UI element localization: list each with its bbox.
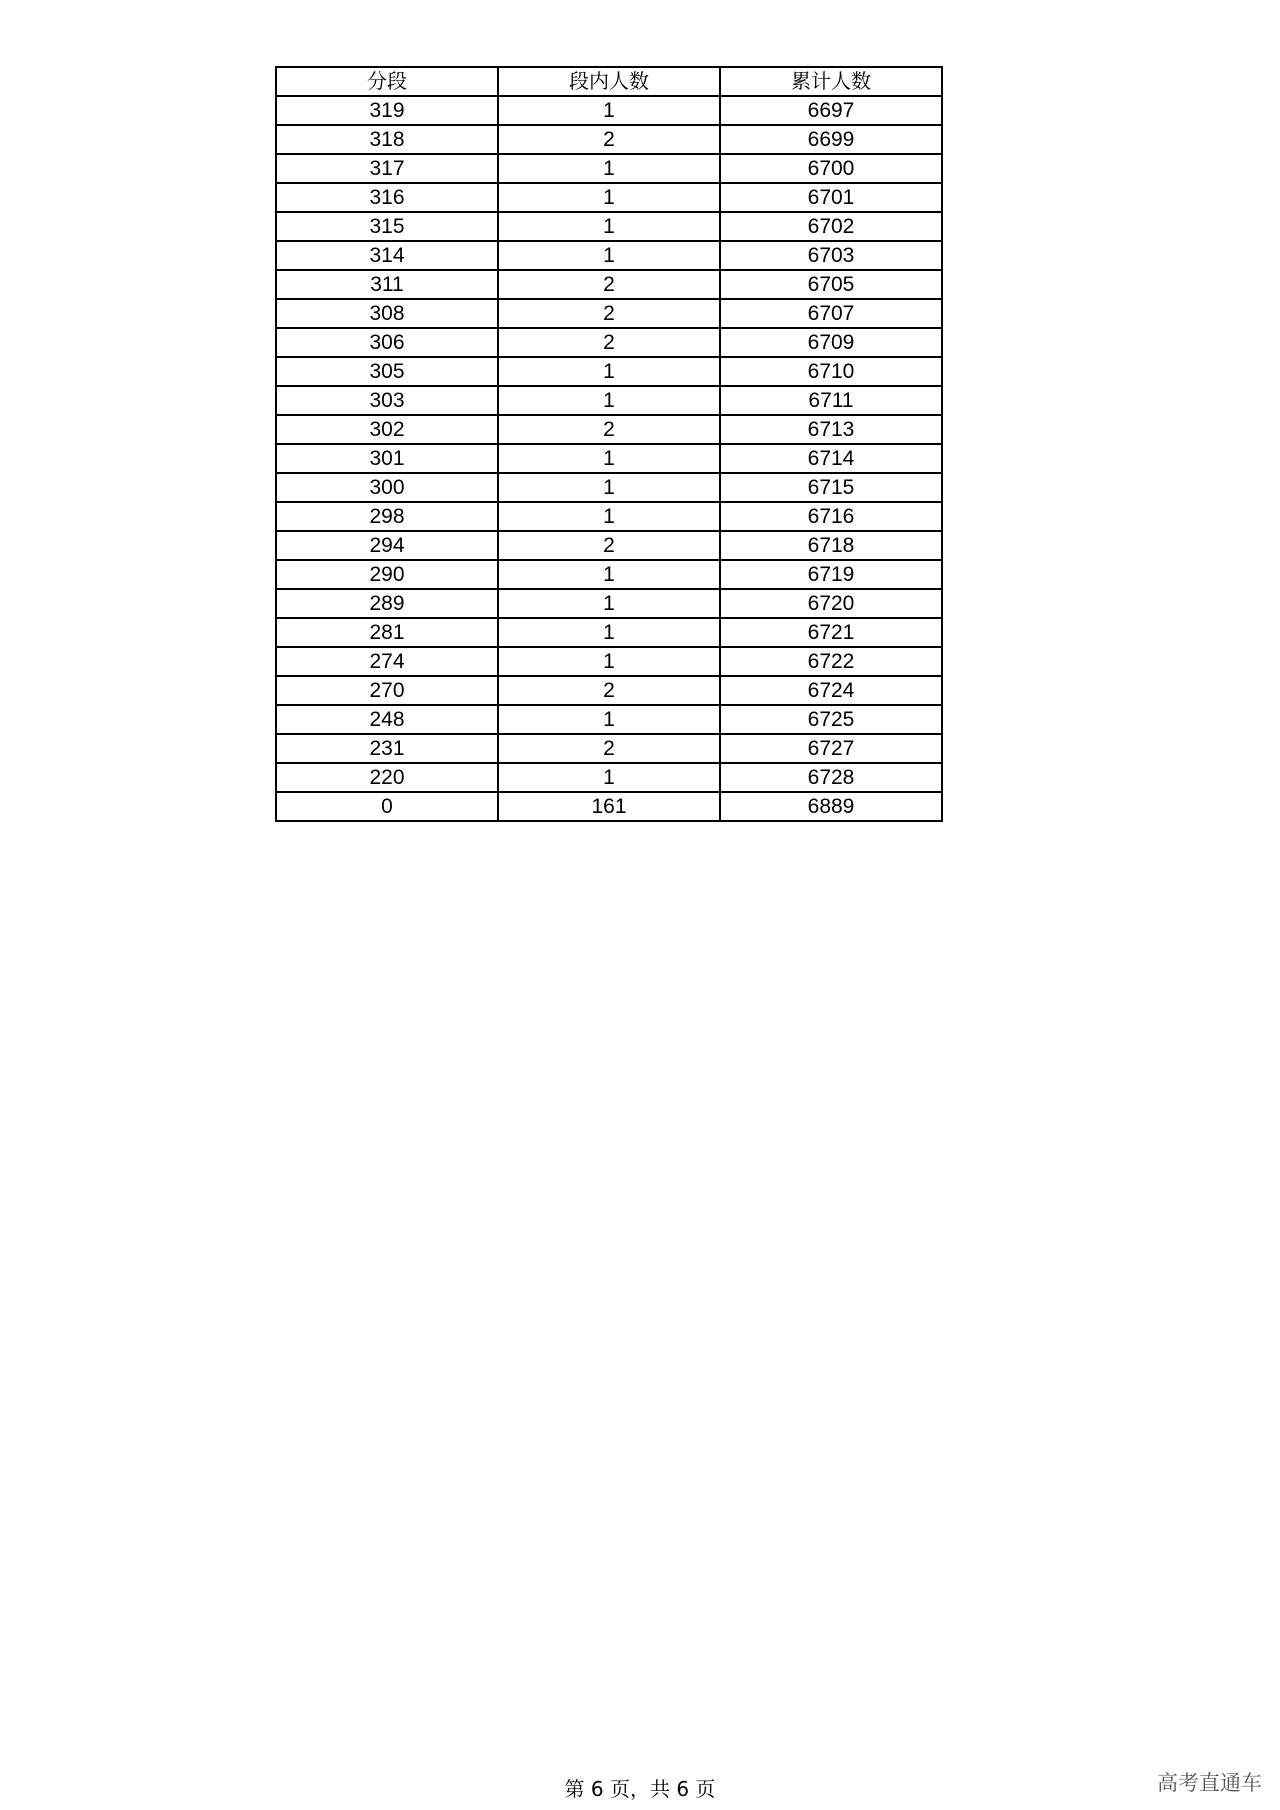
cumulative-cell: 6721 (720, 618, 942, 647)
column-header-count-in-range: 段内人数 (498, 67, 720, 96)
cumulative-cell: 6720 (720, 589, 942, 618)
count-cell: 2 (498, 299, 720, 328)
cumulative-cell: 6711 (720, 386, 942, 415)
score-cell: 311 (276, 270, 498, 299)
cumulative-cell: 6701 (720, 183, 942, 212)
table-row (276, 212, 942, 241)
score-cell: 316 (276, 183, 498, 212)
count-cell: 161 (498, 792, 720, 821)
count-cell: 1 (498, 647, 720, 676)
cumulative-cell: 6710 (720, 357, 942, 386)
cumulative-cell: 6699 (720, 125, 942, 154)
table-row (276, 502, 942, 531)
cumulative-cell: 6697 (720, 96, 942, 125)
column-header-cumulative-count: 累计人数 (720, 67, 942, 96)
cumulative-cell: 6700 (720, 154, 942, 183)
cumulative-cell: 6713 (720, 415, 942, 444)
table-row (276, 763, 942, 792)
count-cell: 1 (498, 154, 720, 183)
score-cell: 301 (276, 444, 498, 473)
cumulative-cell: 6718 (720, 531, 942, 560)
count-cell: 1 (498, 560, 720, 589)
score-cell: 248 (276, 705, 498, 734)
table-row (276, 705, 942, 734)
cumulative-cell: 6714 (720, 444, 942, 473)
count-cell: 1 (498, 763, 720, 792)
watermark: 高考直通车 (1157, 1771, 1262, 1795)
count-cell: 2 (498, 531, 720, 560)
count-cell: 2 (498, 270, 720, 299)
cumulative-cell: 6702 (720, 212, 942, 241)
table-row (276, 241, 942, 270)
count-cell: 1 (498, 212, 720, 241)
count-cell: 1 (498, 589, 720, 618)
cumulative-cell: 6716 (720, 502, 942, 531)
score-cell: 300 (276, 473, 498, 502)
header-row (276, 67, 942, 96)
table-row (276, 96, 942, 125)
table-row (276, 560, 942, 589)
count-cell: 1 (498, 502, 720, 531)
table-row (276, 183, 942, 212)
score-cell: 220 (276, 763, 498, 792)
cumulative-cell: 6705 (720, 270, 942, 299)
table-row (276, 270, 942, 299)
count-cell: 1 (498, 183, 720, 212)
count-cell: 2 (498, 328, 720, 357)
score-cell: 289 (276, 589, 498, 618)
table-row (276, 734, 942, 763)
cumulative-cell: 6722 (720, 647, 942, 676)
cumulative-cell: 6725 (720, 705, 942, 734)
count-cell: 1 (498, 241, 720, 270)
score-cell: 290 (276, 560, 498, 589)
score-cell: 231 (276, 734, 498, 763)
count-cell: 2 (498, 125, 720, 154)
score-cell: 303 (276, 386, 498, 415)
count-cell: 1 (498, 473, 720, 502)
score-table (275, 66, 943, 822)
table-row (276, 386, 942, 415)
table-row (276, 125, 942, 154)
score-cell: 306 (276, 328, 498, 357)
column-header-score-range: 分段 (276, 67, 498, 96)
count-cell: 2 (498, 734, 720, 763)
score-cell: 318 (276, 125, 498, 154)
count-cell: 1 (498, 357, 720, 386)
score-cell: 302 (276, 415, 498, 444)
count-cell: 2 (498, 676, 720, 705)
cumulative-cell: 6727 (720, 734, 942, 763)
table-row (276, 647, 942, 676)
table-row (276, 676, 942, 705)
score-cell: 270 (276, 676, 498, 705)
score-cell: 314 (276, 241, 498, 270)
cumulative-cell: 6724 (720, 676, 942, 705)
table-row (276, 618, 942, 647)
table-row (276, 589, 942, 618)
score-cell: 305 (276, 357, 498, 386)
table-row (276, 792, 942, 821)
count-cell: 1 (498, 705, 720, 734)
count-cell: 1 (498, 444, 720, 473)
cumulative-cell: 6889 (720, 792, 942, 821)
table-row (276, 328, 942, 357)
cumulative-cell: 6728 (720, 763, 942, 792)
score-cell: 319 (276, 96, 498, 125)
cumulative-cell: 6715 (720, 473, 942, 502)
table-row (276, 415, 942, 444)
count-cell: 1 (498, 96, 720, 125)
score-cell: 281 (276, 618, 498, 647)
score-cell: 274 (276, 647, 498, 676)
score-cell: 298 (276, 502, 498, 531)
page-number: 第 6 页，共 6 页 (564, 1777, 716, 1801)
table-row (276, 154, 942, 183)
count-cell: 2 (498, 415, 720, 444)
table-row (276, 299, 942, 328)
score-cell: 308 (276, 299, 498, 328)
table-row (276, 357, 942, 386)
count-cell: 1 (498, 618, 720, 647)
score-cell: 0 (276, 792, 498, 821)
table-row (276, 531, 942, 560)
score-cell: 317 (276, 154, 498, 183)
table-row (276, 473, 942, 502)
count-cell: 1 (498, 386, 720, 415)
score-cell: 294 (276, 531, 498, 560)
score-cell: 315 (276, 212, 498, 241)
table-row (276, 444, 942, 473)
cumulative-cell: 6707 (720, 299, 942, 328)
cumulative-cell: 6709 (720, 328, 942, 357)
cumulative-cell: 6719 (720, 560, 942, 589)
cumulative-cell: 6703 (720, 241, 942, 270)
